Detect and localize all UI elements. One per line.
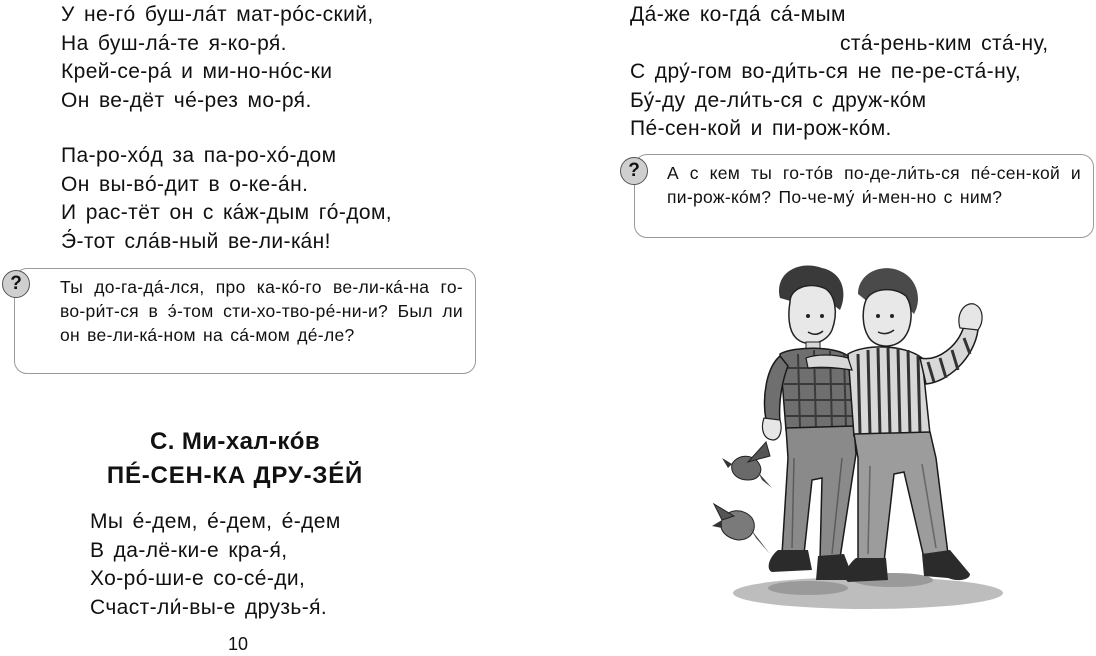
poem-line: Э́-тот слáв-ный ве-ли-кáн! (61, 229, 331, 253)
bird-upper (722, 442, 772, 488)
poem-line: Счаст-ли́-вы-е друзь-я́. (90, 595, 328, 619)
poem-line: стá-рень-ким стá-ну, (840, 31, 1049, 55)
question-icon: ? (2, 270, 30, 298)
poem-line: На буш-лá-те я-ко-ря́. (61, 31, 287, 55)
poem-stanza-2 (61, 142, 392, 256)
page-number: 10 (228, 634, 249, 654)
illustration-two-boys (708, 258, 1008, 618)
poem-line: Бу́-ду де-ли́ть-ся с друж-кóм (630, 88, 927, 112)
poem-line: Хо-рó-ши-е со-сé-ди, (90, 567, 306, 591)
question-box-right (634, 154, 1094, 238)
poem-line: Крей-се-рá и ми-но-нóс-ки (61, 60, 333, 84)
poem-stanza-1 (61, 1, 374, 115)
question-text: Ты до-га-дá-лся, про ка-кó-го ве-ли-кá-на го-во-ри́т-ся в э́-том сти-хо-тво-рé-ни-и? Был ли он ве-ли-кá-ном на сá-мом дé-ле? (60, 277, 463, 345)
author-name: С. Ми-хал-кóв (150, 428, 320, 455)
bird-lower (712, 504, 770, 554)
question-text: А с кем ты го-тóв по-де-ли́ть-ся пé-сен-кой и пи-рож-кóм? По-че-му́ и́-мен-но с ним? (667, 163, 1081, 207)
poem-line: У не-гó буш-лáт мат-рóс-ский, (61, 3, 374, 26)
poem-stanza-4 (630, 1, 1049, 144)
boy-left (762, 266, 856, 580)
question-box-left (14, 268, 476, 374)
poem-line: Он ве-дёт чé-рез мо-ря́. (61, 88, 312, 112)
poem-line: Пé-сен-кой и пи-рож-кóм. (630, 117, 892, 141)
poem-line: Он вы-вó-дит в о-ке-áн. (61, 172, 309, 196)
poem-line: И рас-тёт он с кáж-дым гó-дом, (61, 201, 393, 225)
poem-line: Мы é-дем, é-дем, é-дем (90, 510, 341, 533)
poem-line: В да-лё-ки-е кра-я́, (90, 538, 288, 562)
question-icon: ? (620, 157, 648, 185)
poem-line: Па-ро-хóд за па-ро-хó-дом (61, 144, 337, 167)
poem-line: С дру́-гом во-ди́ть-ся не пе-ре-стá-ну, (630, 60, 1022, 84)
song-title: ПÉ-СЕН-КА ДРУ-ЗÉЙ (106, 462, 364, 489)
poem-line: Дá-же ко-гдá сá-мым (630, 3, 846, 26)
poem-stanza-3 (90, 508, 341, 622)
